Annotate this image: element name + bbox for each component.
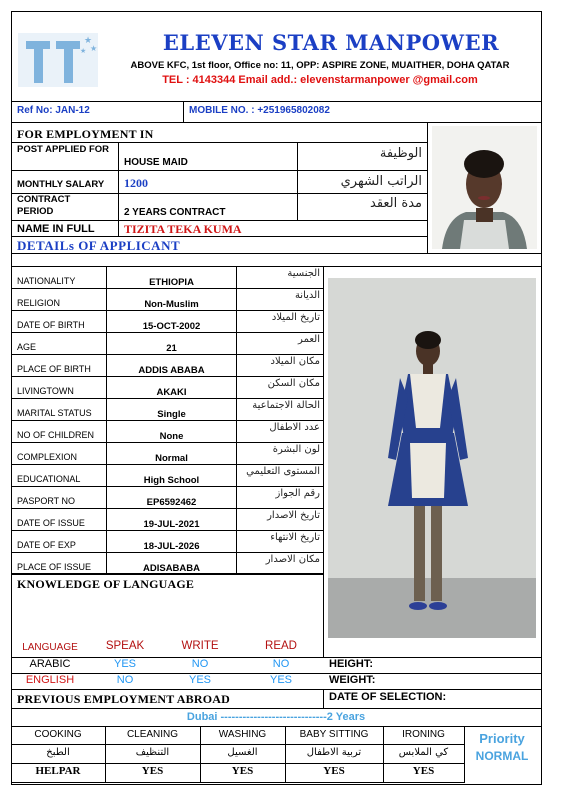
previous-employment-title: PREVIOUS EMPLOYMENT ABROAD	[17, 692, 230, 706]
divider	[11, 398, 324, 399]
divider	[11, 354, 324, 355]
previous-experience: Dubai -----------------------------2 Years	[186, 711, 366, 723]
skill-value: YES	[141, 765, 164, 777]
divider	[11, 122, 541, 123]
detail-arabic-label: تاريخ الانتهاء	[270, 532, 320, 543]
detail-value: ETHIOPIA	[149, 277, 194, 288]
salary-label: MONTHLY SALARY	[17, 179, 105, 190]
skill-value: YES	[323, 765, 345, 777]
skill-name-arabic: كي الملابس	[398, 747, 449, 758]
divider	[11, 782, 464, 783]
divider	[11, 574, 324, 575]
language-arabic: ARABIC	[29, 658, 71, 670]
detail-value: 19-JUL-2021	[143, 519, 200, 530]
svg-text:★: ★	[84, 35, 93, 45]
divider	[11, 142, 427, 143]
employment-section-title: FOR EMPLOYMENT IN	[17, 127, 154, 141]
skill-name: COOKING	[34, 729, 82, 740]
skill-name-arabic: الطبخ	[46, 747, 70, 758]
detail-arabic-label: رقم الجواز	[275, 488, 320, 499]
detail-arabic-label: مكان السكن	[267, 378, 320, 389]
details-section-title: DETAILs OF APPLICANT	[17, 238, 181, 253]
english-read: YES	[269, 674, 292, 686]
detail-value: 18-JUL-2026	[143, 541, 200, 552]
language-section-title: KNOWLEDGE OF LANGUAGE	[17, 577, 195, 591]
priority-value: NORMAL	[475, 749, 529, 763]
priority-label: Priority	[479, 731, 525, 746]
detail-arabic-label: تاريخ الميلاد	[271, 312, 320, 323]
skill-name-arabic: الغسيل	[227, 747, 258, 758]
full-name-label: NAME IN FULL	[17, 223, 95, 235]
detail-label: AGE	[17, 342, 37, 352]
detail-arabic-label: مكان الميلاد	[270, 356, 320, 367]
detail-value: High School	[143, 475, 200, 486]
contract-value: 2 YEARS CONTRACT	[124, 207, 226, 218]
divider	[11, 101, 541, 102]
skill-value: YES	[231, 765, 254, 777]
skill-name: BABY SITTING	[299, 729, 369, 740]
divider	[11, 220, 427, 221]
detail-arabic-label: لون البشرة	[272, 444, 320, 455]
divider	[236, 266, 237, 573]
divider	[11, 744, 464, 745]
applicant-passport-photo	[432, 126, 537, 249]
detail-arabic-label: عدد الاطفال	[269, 422, 320, 433]
detail-label: DATE OF ISSUE	[17, 518, 85, 528]
detail-label: DATE OF BIRTH	[17, 320, 85, 330]
detail-value: Non-Muslim	[144, 299, 199, 310]
write-col-header: WRITE	[181, 640, 219, 652]
detail-value: Single	[157, 409, 186, 420]
detail-arabic-label: مكان الاصدار	[265, 554, 320, 565]
detail-label: MARITAL STATUS	[17, 408, 92, 418]
svg-text:★: ★	[90, 44, 98, 53]
skill-value: YES	[412, 765, 435, 777]
detail-value: 21	[166, 343, 177, 354]
divider	[11, 708, 541, 709]
divider	[11, 763, 464, 764]
skill-name: WASHING	[218, 729, 267, 740]
detail-label: RELIGION	[17, 298, 61, 308]
divider	[11, 266, 541, 267]
detail-label: PLACE OF ISSUE	[17, 562, 92, 572]
arabic-read: NO	[272, 658, 290, 670]
arabic-write: NO	[191, 658, 209, 670]
read-col-header: READ	[265, 640, 297, 652]
skill-value: HELPAR	[35, 765, 81, 777]
arabic-speak: YES	[113, 658, 136, 670]
speak-col-header: SPEAK	[105, 640, 145, 652]
full-name-value: TIZITA TEKA KUMA	[124, 222, 242, 236]
divider	[11, 689, 541, 690]
detail-value: ADDIS ABABA	[138, 365, 205, 376]
company-contact: TEL : 4143344 Email add.: elevenstarmanpower @gmail.com	[162, 74, 478, 86]
detail-label: NO OF CHILDREN	[17, 430, 95, 440]
post-applied-label: POST APPLIED FOR	[17, 144, 110, 155]
english-speak: NO	[116, 674, 134, 686]
detail-value: AKAKI	[156, 387, 187, 398]
contract-label: CONTRACT PERIOD	[17, 194, 71, 217]
detail-label: COMPLEXION	[17, 452, 78, 462]
divider	[11, 508, 324, 509]
post-applied-value: HOUSE MAID	[124, 157, 188, 168]
divider	[11, 486, 324, 487]
divider	[11, 442, 324, 443]
detail-value: ADISABABA	[143, 563, 200, 574]
divider	[106, 266, 107, 573]
company-address: ABOVE KFC, 1st floor, Office no: 11, OPP: ASPIRE ZONE, MUAITHER, DOHA QATAR	[130, 60, 510, 71]
divider	[183, 101, 184, 122]
detail-label: PLACE OF BIRTH	[17, 364, 91, 374]
skill-name-arabic: تربية الاطفال	[306, 747, 362, 758]
divider	[118, 142, 119, 236]
english-write: YES	[188, 674, 211, 686]
divider	[11, 530, 324, 531]
company-name: ELEVEN STAR MANPOWER	[162, 30, 500, 55]
language-col-header: LANGUAGE	[22, 642, 78, 653]
salary-value: 1200	[124, 176, 148, 190]
divider	[11, 376, 324, 377]
detail-arabic-label: الحالة الاجتماعية	[252, 400, 320, 411]
detail-label: DATE OF EXP	[17, 540, 76, 550]
detail-value: EP6592462	[146, 497, 197, 508]
contract-arabic: مدة العقد	[370, 196, 422, 211]
detail-value: 15-OCT-2002	[142, 321, 201, 332]
detail-arabic-label: المستوى التعليمي	[246, 466, 320, 477]
divider	[11, 552, 324, 553]
salary-arabic: الراتب الشهري	[340, 174, 422, 189]
company-logo	[18, 29, 98, 87]
skill-name: IRONING	[402, 729, 445, 740]
mobile-number: MOBILE NO. : +251965802082	[189, 105, 330, 116]
divider	[11, 464, 324, 465]
divider	[11, 573, 324, 574]
divider	[323, 266, 324, 657]
detail-label: NATIONALITY	[17, 276, 76, 286]
detail-value: Normal	[155, 453, 188, 464]
divider	[427, 122, 428, 253]
applicant-full-photo	[328, 278, 536, 638]
language-english: ENGLISH	[25, 674, 75, 686]
divider	[297, 142, 298, 220]
height-label: HEIGHT:	[329, 658, 373, 670]
date-of-selection-label: DATE OF SELECTION:	[329, 691, 447, 703]
divider	[11, 726, 464, 727]
divider	[11, 170, 427, 171]
divider	[323, 689, 324, 708]
weight-label: WEIGHT:	[329, 674, 376, 686]
detail-arabic-label: العمر	[298, 334, 320, 345]
post-applied-arabic: الوظيفة	[379, 146, 422, 161]
detail-label: EDUCATIONAL	[17, 474, 81, 484]
detail-value: None	[159, 431, 184, 442]
detail-arabic-label: الجنسية	[287, 268, 320, 279]
detail-arabic-label: تاريخ الاصدار	[267, 510, 320, 521]
svg-text:★: ★	[80, 48, 87, 55]
divider	[11, 288, 324, 289]
detail-label: LIVINGTOWN	[17, 386, 74, 396]
divider	[11, 310, 324, 311]
divider	[11, 332, 324, 333]
detail-arabic-label: الديانة	[294, 290, 320, 301]
divider	[11, 420, 324, 421]
skill-name: CLEANING	[126, 729, 179, 740]
ref-number: Ref No: JAN-12	[17, 105, 90, 116]
skill-name-arabic: التنظيف	[135, 747, 170, 758]
detail-label: PASPORT NO	[17, 496, 76, 506]
